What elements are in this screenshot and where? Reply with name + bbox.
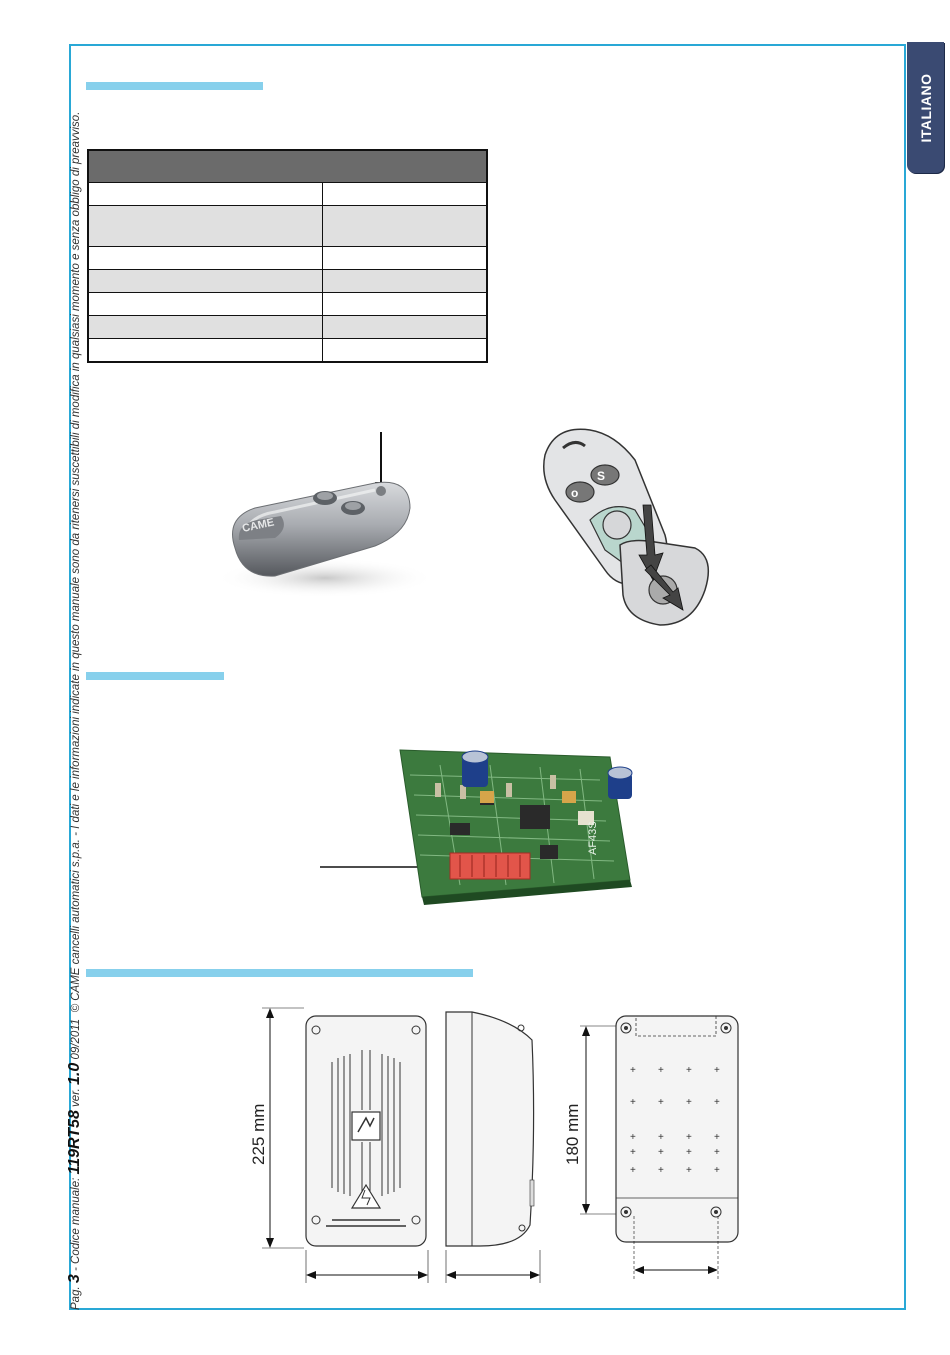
table-header-row [88,150,487,183]
svg-text:+: + [714,1065,720,1076]
svg-text:+: + [686,1147,692,1158]
table-cell [323,293,488,316]
table-row [88,293,487,316]
svg-text:+: + [658,1147,664,1158]
table-cell [323,270,488,293]
table-cell [88,247,323,270]
dimension-drawings [240,1000,760,1290]
svg-text:S: S [597,469,606,483]
table-cell [88,339,323,363]
language-tab[interactable] [907,42,944,173]
section-bar-receiver-card [86,672,224,680]
table-row [88,206,487,247]
remote-control-photo [215,428,485,603]
footer-version: 1.0 [66,1062,83,1085]
section-bar-dimensions [86,969,473,977]
table-cell [323,206,488,247]
svg-text:+: + [686,1132,692,1143]
dim-height-label: 225 mm [249,1103,268,1165]
receiver-card-photo [310,735,640,905]
table-row [88,247,487,270]
language-tab-label: ITALIANO [917,72,934,143]
dim-inner-height-label: 180 mm [563,1103,582,1165]
svg-text:+: + [714,1147,720,1158]
table-row [88,339,487,363]
svg-text:+: + [686,1165,692,1176]
footer-codice-label: - Codice manuale: [70,1177,82,1272]
svg-text:+: + [630,1097,636,1108]
table-cell [88,206,323,247]
footer-pag-label: Pag. [70,1286,82,1310]
svg-text:+: + [630,1065,636,1076]
svg-text:+: + [714,1132,720,1143]
section-bar-technical-data [86,82,263,90]
svg-text:+: + [714,1097,720,1108]
table-cell [88,270,323,293]
table-cell [323,316,488,339]
table-header-cell [88,150,487,183]
footer-ver-label: ver. [70,1088,82,1107]
remote-brand-text: CAME [241,516,276,535]
footer-copyright: © CAME cancelli automatici s.p.a. - I dati e le informazioni indicate in questo manuale sono da ritenersi suscettibili di modifica in qualsiasi momento e senza obbligo di preavviso. [70,111,82,1013]
table-row [88,270,487,293]
footer-date: 09/2011 [70,1018,82,1060]
svg-text:+: + [630,1132,636,1143]
svg-text:+: + [658,1097,664,1108]
svg-text:+: + [658,1165,664,1176]
svg-text:+: + [686,1097,692,1108]
technical-data-table [87,149,488,363]
footer-page-number: 3 [66,1274,83,1284]
svg-text:o: o [571,486,579,500]
table-row [88,316,487,339]
table-row [88,183,487,206]
pcb-label-text: AF43S [587,821,599,855]
footer-manual-code: 119RT58 [66,1110,83,1175]
table-cell [88,316,323,339]
table-cell [323,339,488,363]
table-cell [323,247,488,270]
svg-text:+: + [630,1165,636,1176]
battery-replacement-drawing [535,420,725,635]
table-cell [88,293,323,316]
svg-text:+: + [630,1147,636,1158]
svg-text:+: + [658,1132,664,1143]
svg-text:+: + [658,1065,664,1076]
table-cell [88,183,323,206]
svg-text:+: + [714,1165,720,1176]
footer-vertical-text [66,112,84,1310]
table-cell [323,183,488,206]
svg-text:+: + [686,1065,692,1076]
